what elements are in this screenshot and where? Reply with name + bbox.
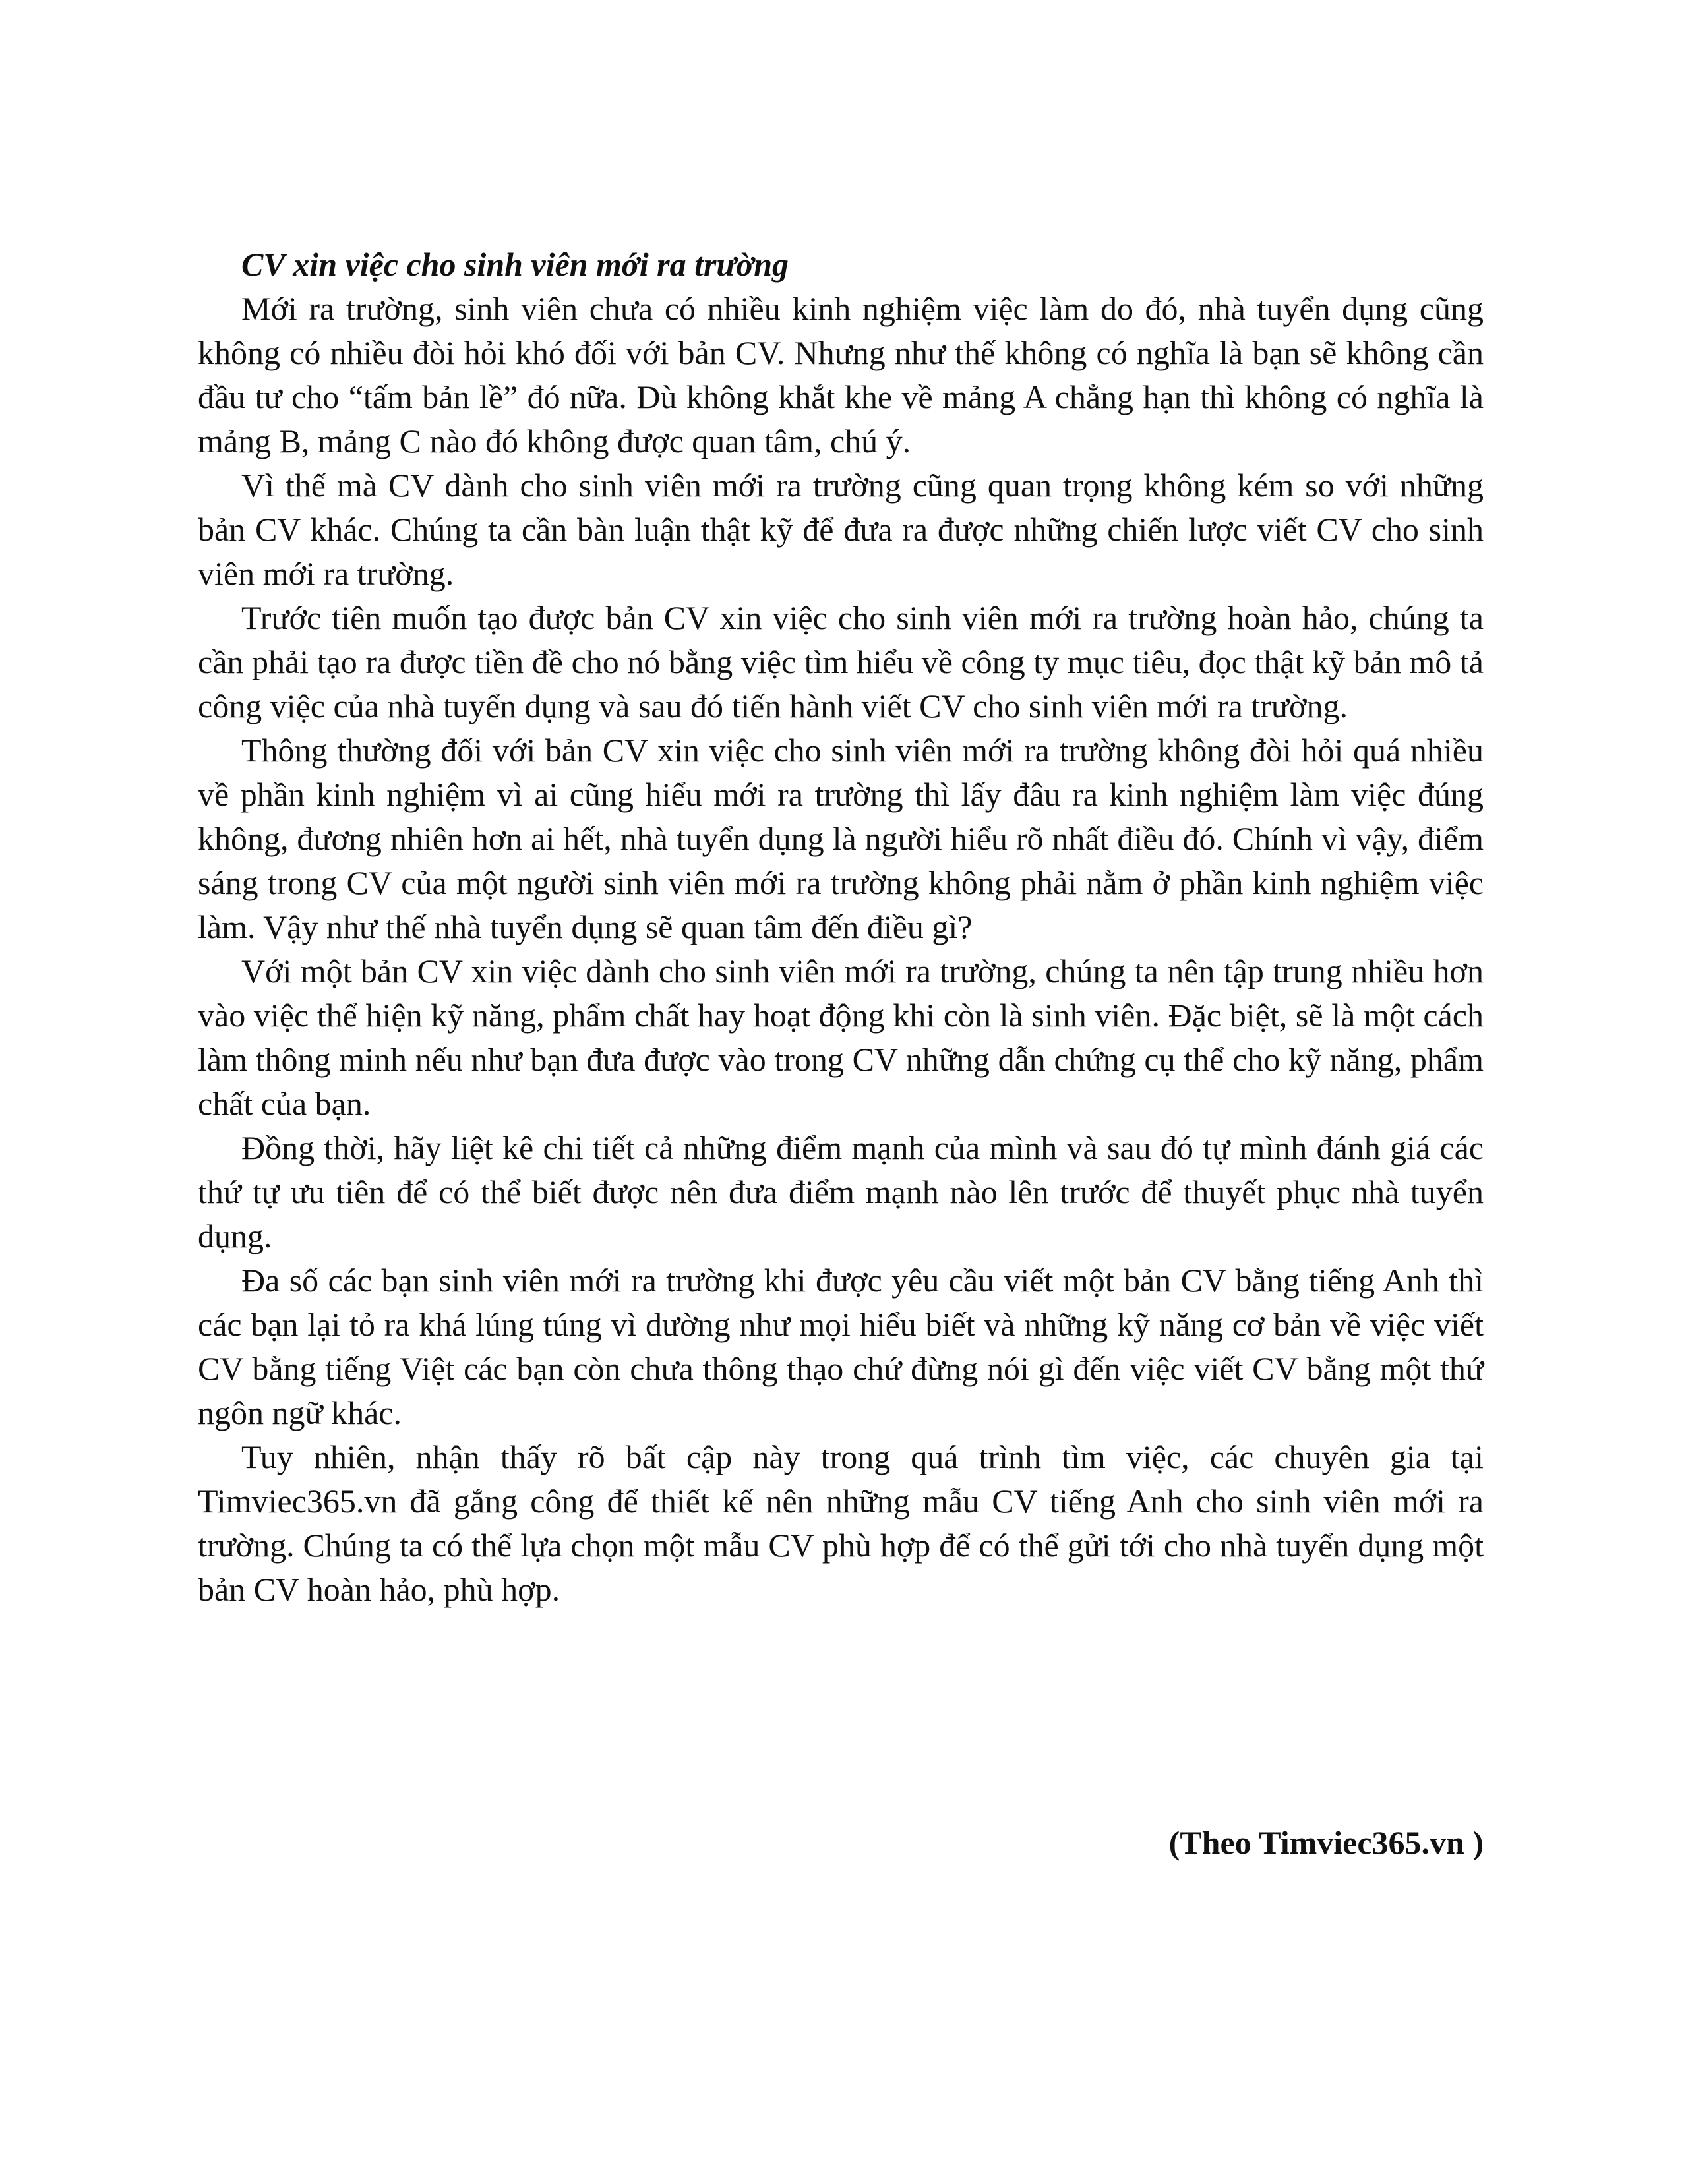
paragraph-3: Trước tiên muốn tạo được bản CV xin việc cho sinh viên mới ra trường hoàn hảo, chúng ta cần phải tạo ra được tiền đề cho nó bằng việc tìm hiểu về công ty mục tiêu, đọc thật kỹ bản mô tả công việc của nhà tuyển dụng và sau đó tiến hành viết CV cho sinh viên mới ra trường. bbox=[198, 599, 1484, 724]
paragraph-1: Mới ra trường, sinh viên chưa có nhiều kinh nghiệm việc làm do đó, nhà tuyển dụng cũng không có nhiều đòi hỏi khó đối với bản CV. Nhưng như thế không có nghĩa là bạn sẽ không cần đầu tư cho “tấm bản lề” đó nữa. Dù không khắt khe về mảng A chẳng hạn thì không có nghĩa là mảng B, mảng C nào đó không được quan tâm, chú ý. bbox=[198, 290, 1484, 459]
source-attribution: (Theo Timviec365.vn ) bbox=[1168, 1824, 1484, 1861]
paragraph-4: Thông thường đối với bản CV xin việc cho sinh viên mới ra trường không đòi hỏi quá nhiều về phần kinh nghiệm vì ai cũng hiểu mới ra trường thì lấy đâu ra kinh nghiệm làm việc đúng không, đương nhiên hơn ai hết, nhà tuyển dụng là người hiểu rõ nhất điều đó. Chính vì vậy, điểm sáng trong CV của một người sinh viên mới ra trường không phải nằm ở phần kinh nghiệm việc làm. Vậy như thế nhà tuyển dụng sẽ quan tâm đến điều gì? bbox=[198, 732, 1484, 945]
paragraph-5: Với một bản CV xin việc dành cho sinh viên mới ra trường, chúng ta nên tập trung nhiều hơn vào việc thể hiện kỹ năng, phẩm chất hay hoạt động khi còn là sinh viên. Đặc biệt, sẽ là một cách làm thông minh nếu như bạn đưa được vào trong CV những dẫn chứng cụ thể cho kỹ năng, phẩm chất của bạn. bbox=[198, 953, 1484, 1122]
paragraph-6: Đồng thời, hãy liệt kê chi tiết cả những điểm mạnh của mình và sau đó tự mình đánh giá các thứ tự ưu tiên để có thể biết được nên đưa điểm mạnh nào lên trước để thuyết phục nhà tuyển dụng. bbox=[198, 1129, 1484, 1254]
paragraph-2: Vì thế mà CV dành cho sinh viên mới ra trường cũng quan trọng không kém so với những bản CV khác. Chúng ta cần bàn luận thật kỹ để đưa ra được những chiến lược viết CV cho sinh viên mới ra trường. bbox=[198, 467, 1484, 592]
document-body bbox=[198, 243, 1484, 1612]
document-title: CV xin việc cho sinh viên mới ra trường bbox=[241, 246, 789, 283]
paragraph-8: Tuy nhiên, nhận thấy rõ bất cập này trong quá trình tìm việc, các chuyên gia tại Timviec365.vn đã gắng công để thiết kế nên những mẫu CV tiếng Anh cho sinh viên mới ra trường. Chúng ta có thể lựa chọn một mẫu CV phù hợp để có thể gửi tới cho nhà tuyển dụng một bản CV hoàn hảo, phù hợp. bbox=[198, 1438, 1484, 1608]
paragraph-7: Đa số các bạn sinh viên mới ra trường khi được yêu cầu viết một bản CV bằng tiếng Anh thì các bạn lại tỏ ra khá lúng túng vì dường như mọi hiểu biết và những kỹ năng cơ bản về việc viết CV bằng tiếng Việt các bạn còn chưa thông thạo chứ đừng nói gì đến việc viết CV bằng một thứ ngôn ngữ khác. bbox=[198, 1262, 1484, 1431]
